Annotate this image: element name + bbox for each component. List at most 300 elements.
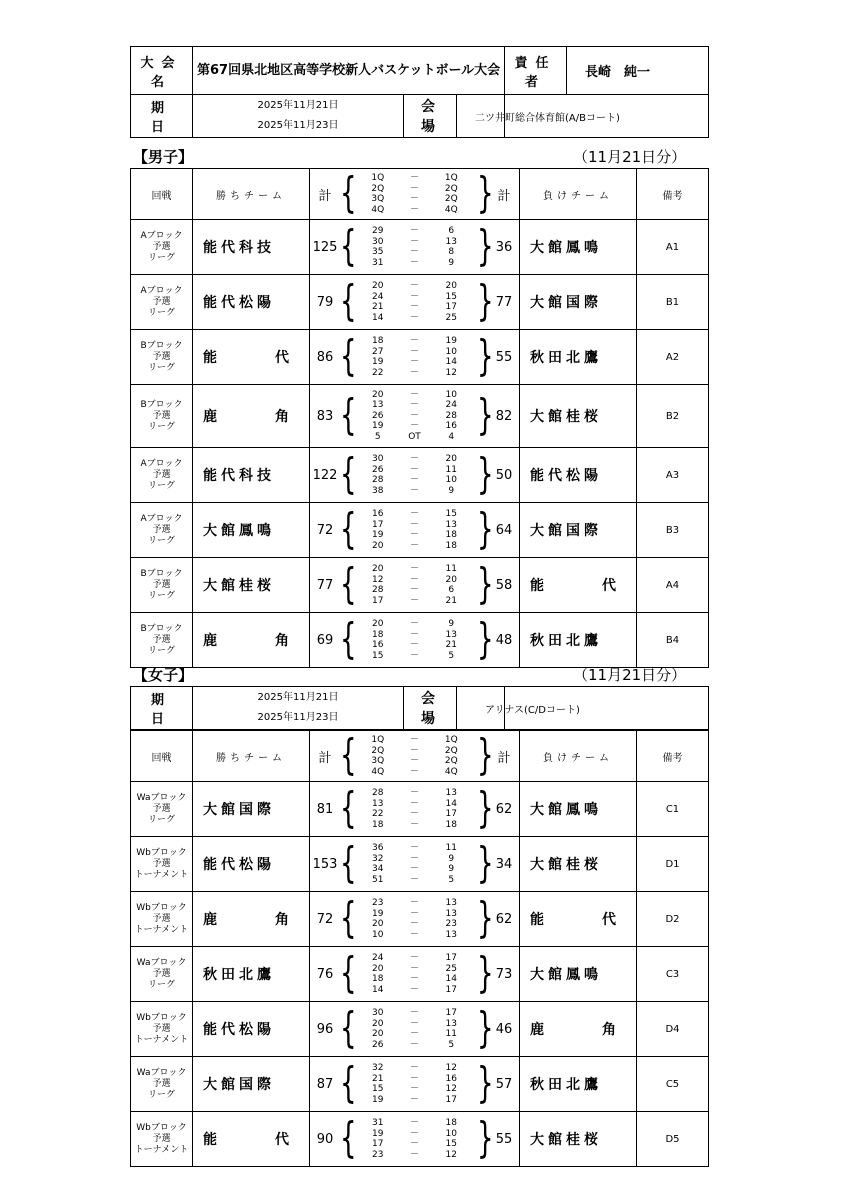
- round-line: 予選: [152, 351, 171, 362]
- quarter-right: 15: [445, 291, 457, 302]
- quarter-sep: －: [409, 1018, 419, 1029]
- round-line: リーグ: [147, 480, 175, 491]
- girls-game-quarter-row: [352, 974, 477, 985]
- boys-game-score-wrap: [310, 330, 519, 384]
- winner-team: 能代松陽: [193, 1002, 310, 1057]
- quarter-left: 18: [372, 819, 384, 830]
- quarter-left: 12: [372, 574, 384, 585]
- quarter-left: 30: [372, 454, 384, 464]
- left-brace-icon: {: [340, 895, 357, 943]
- quarter-left: 19: [372, 1094, 384, 1105]
- boys-game-score-cell: [310, 330, 520, 385]
- girls-header-score-wrap: [310, 731, 519, 781]
- girls-game-quarter-row: [352, 985, 477, 996]
- boys-game-row: [131, 220, 709, 275]
- girls-game-quarter-row: [352, 964, 477, 975]
- tournament-label: 大会名: [131, 47, 193, 95]
- quarter-sep: －: [409, 908, 419, 919]
- round-line: Waブロック: [136, 957, 187, 968]
- girls-game-quarter-list: [352, 843, 477, 885]
- quarter-sep: －: [409, 475, 419, 485]
- quarter-left: 22: [372, 367, 384, 378]
- boys-game-quarter-list: [352, 509, 477, 551]
- left-brace-icon: {: [340, 561, 357, 609]
- quarter-left: 13: [372, 400, 384, 411]
- quarter-sep: －: [409, 281, 419, 291]
- girls-game-score-wrap: [310, 892, 519, 946]
- boys-game-total-left: 83: [316, 408, 334, 424]
- round-cell: [131, 837, 193, 892]
- girls-game-quarter-row: [352, 799, 477, 810]
- quarter-sep: －: [409, 585, 419, 595]
- quarter-right: 2Q: [444, 756, 458, 766]
- quarter-left: 24: [372, 291, 384, 302]
- quarter-sep: －: [409, 540, 419, 551]
- quarter-sep: －: [409, 766, 419, 777]
- boys-game-row: [131, 503, 709, 558]
- boys-game-quarter-row: [352, 237, 477, 248]
- boys-game-total-right: 58: [495, 577, 513, 593]
- quarter-sep: －: [409, 509, 419, 519]
- quarter-left: 20: [372, 919, 384, 929]
- quarter-right: 12: [445, 1149, 457, 1160]
- quarter-sep: －: [409, 389, 419, 400]
- round-header: 回戦: [131, 169, 193, 220]
- round-line: 予選: [152, 1133, 171, 1144]
- round-line: リーグ: [147, 307, 175, 318]
- quarter-right: 11: [445, 464, 457, 475]
- girls-game-quarter-row: [352, 919, 477, 930]
- quarter-sep: －: [409, 756, 419, 766]
- quarter-left: 10: [372, 929, 384, 940]
- boys-game-quarter-row: [352, 541, 477, 552]
- boys-game-total-right: 50: [495, 467, 513, 483]
- quarter-sep: －: [409, 236, 419, 247]
- quarter-left: 1Q: [371, 173, 385, 183]
- quarter-left: 23: [372, 1149, 384, 1160]
- quarter-sep: －: [409, 204, 419, 215]
- right-brace-icon: }: [477, 840, 494, 888]
- quarter-left: 20: [372, 1029, 384, 1039]
- girls-game-quarter-row: [352, 809, 477, 820]
- quarter-left: 16: [372, 509, 384, 519]
- quarter-right: 10: [445, 1128, 457, 1139]
- girls-title: 【女子】: [133, 666, 194, 684]
- quarter-right: 2Q: [444, 745, 458, 756]
- girls-venue-name: アリナス(C/Dコート): [485, 704, 580, 716]
- round-line: 予選: [152, 858, 171, 869]
- quarter-right: 17: [445, 1094, 457, 1105]
- quarter-right: 17: [445, 984, 457, 995]
- right-brace-icon: }: [477, 561, 494, 609]
- quarter-right: 4Q: [444, 766, 458, 777]
- game-note: D2: [637, 892, 709, 947]
- girls-game-quarter-row: [352, 875, 477, 886]
- quarter-left: 26: [372, 1039, 384, 1050]
- quarter-sep: OT: [408, 431, 421, 442]
- quarter-left: 14: [372, 984, 384, 995]
- girls-game-total-left: 72: [316, 911, 334, 927]
- boys-header-quarter-row: [352, 184, 477, 195]
- quarter-right: 20: [445, 281, 457, 291]
- quarter-sep: －: [409, 312, 419, 323]
- girls-header-quarter-list: [352, 735, 477, 777]
- girls-game-score-cell: [310, 892, 520, 947]
- note-header: 備考: [637, 169, 709, 220]
- quarter-sep: －: [409, 194, 419, 204]
- quarter-left: 21: [372, 1073, 384, 1084]
- boys-game-quarter-row: [352, 281, 477, 292]
- round-line: トーナメント: [134, 869, 189, 880]
- quarter-left: 15: [372, 650, 384, 661]
- boys-game-quarter-row: [352, 432, 477, 443]
- round-line: Aブロック: [140, 513, 183, 524]
- left-brace-icon: {: [340, 785, 357, 833]
- quarter-left: 26: [372, 464, 384, 475]
- boys-game-total-left: 86: [316, 349, 334, 365]
- quarter-left: 20: [372, 619, 384, 629]
- quarter-sep: －: [409, 640, 419, 650]
- boys-game-score-cell: [310, 220, 520, 275]
- quarter-left: 21: [372, 302, 384, 312]
- quarter-sep: －: [409, 400, 419, 411]
- loser-header: 負けチーム: [520, 731, 637, 782]
- quarter-right: 5: [448, 874, 455, 885]
- round-line: Bブロック: [140, 623, 183, 634]
- quarter-right: 5: [448, 1039, 455, 1050]
- girls-game-quarter-row: [352, 1063, 477, 1074]
- loser-team: 鹿 角: [520, 1002, 637, 1057]
- quarter-sep: －: [409, 919, 419, 929]
- girls-game-score-cell: [310, 1057, 520, 1112]
- quarter-left: 38: [372, 485, 384, 496]
- round-line: 予選: [152, 469, 171, 480]
- quarter-sep: －: [409, 485, 419, 496]
- girls-game-quarter-row: [352, 1040, 477, 1051]
- quarter-right: 20: [445, 574, 457, 585]
- game-note: A1: [637, 220, 709, 275]
- boys-game-quarter-list: [352, 281, 477, 323]
- game-note: D4: [637, 1002, 709, 1057]
- quarter-sep: －: [409, 564, 419, 574]
- quarter-left: 5: [374, 431, 381, 442]
- quarter-right: 23: [445, 919, 457, 929]
- quarter-right: 13: [445, 788, 457, 798]
- quarter-left: 18: [372, 336, 384, 346]
- boys-game-score-wrap: [310, 558, 519, 612]
- quarter-right: 13: [445, 898, 457, 908]
- quarter-left: 32: [372, 1063, 384, 1073]
- boys-game-score-wrap: [310, 275, 519, 329]
- boys-game-score-cell: [310, 448, 520, 503]
- round-line: Aブロック: [140, 230, 183, 241]
- right-brace-icon: }: [477, 392, 494, 440]
- boys-game-quarter-list: [352, 336, 477, 378]
- quarter-right: 1Q: [444, 173, 458, 183]
- loser-team: 大館国際: [520, 503, 637, 558]
- girls-game-score-wrap: [310, 1057, 519, 1111]
- venue-label: 会 場: [403, 95, 457, 137]
- round-line: 予選: [152, 410, 171, 421]
- girls-game-total-right: 34: [495, 856, 513, 872]
- girls-column-header: [131, 731, 709, 782]
- boys-game-total-right: 55: [495, 349, 513, 365]
- quarter-right: 18: [445, 530, 457, 540]
- quarter-right: 9: [448, 619, 455, 629]
- game-note: B3: [637, 503, 709, 558]
- left-brace-icon: {: [340, 506, 357, 554]
- girls-header-score-cell: [310, 731, 520, 782]
- quarter-sep: －: [409, 1063, 419, 1073]
- boys-game-quarter-row: [352, 336, 477, 347]
- quarter-left: 4Q: [371, 204, 385, 215]
- round-line: トーナメント: [134, 924, 189, 935]
- quarter-left: 17: [372, 519, 384, 530]
- boys-game-quarter-row: [352, 421, 477, 432]
- girls-game-score-cell: [310, 1002, 520, 1057]
- quarter-right: 6: [448, 585, 455, 595]
- date-cell: [193, 95, 505, 138]
- girls-game-quarter-list: [352, 1118, 477, 1160]
- quarter-left: 19: [372, 530, 384, 540]
- boys-game-row: [131, 330, 709, 385]
- girls-game-quarter-row: [352, 1019, 477, 1030]
- game-note: B4: [637, 613, 709, 668]
- quarter-left: 2Q: [371, 745, 385, 756]
- girls-game-total-left: 96: [316, 1021, 334, 1037]
- right-brace-icon: }: [477, 170, 494, 218]
- quarter-left: 20: [372, 389, 384, 400]
- loser-team: 大館鳳鳴: [520, 947, 637, 1002]
- quarter-sep: －: [409, 1118, 419, 1128]
- quarter-sep: －: [409, 798, 419, 809]
- girls-game-quarter-row: [352, 1129, 477, 1140]
- quarter-sep: －: [409, 1094, 419, 1105]
- quarter-right: 10: [445, 346, 457, 357]
- boys-game-quarter-row: [352, 486, 477, 497]
- left-brace-icon: {: [340, 223, 357, 271]
- boys-header-total-right: 計: [497, 188, 511, 204]
- quarter-left: 22: [372, 809, 384, 819]
- quarter-sep: －: [409, 809, 419, 819]
- round-cell: [131, 448, 193, 503]
- girls-header-total-left: 計: [318, 750, 332, 766]
- winner-team: 能 代: [193, 330, 310, 385]
- boys-game-quarter-list: [352, 564, 477, 606]
- quarter-right: 4: [448, 431, 455, 442]
- boys-game-quarter-row: [352, 400, 477, 411]
- quarter-sep: －: [409, 367, 419, 378]
- boys-game-quarter-row: [352, 509, 477, 520]
- round-cell: [131, 947, 193, 1002]
- girls-results-table: [130, 730, 709, 1167]
- boys-game-score-wrap: [310, 613, 519, 667]
- boys-game-quarter-row: [352, 475, 477, 486]
- right-brace-icon: }: [477, 278, 494, 326]
- game-note: D5: [637, 1112, 709, 1167]
- winner-team: 能代松陽: [193, 275, 310, 330]
- quarter-sep: －: [409, 619, 419, 629]
- loser-team: 大館鳳鳴: [520, 220, 637, 275]
- quarter-right: 21: [445, 640, 457, 650]
- quarter-sep: －: [409, 1073, 419, 1084]
- boys-game-quarter-row: [352, 619, 477, 630]
- loser-team: 能 代: [520, 892, 637, 947]
- quarter-left: 32: [372, 853, 384, 864]
- boys-game-quarter-row: [352, 575, 477, 586]
- quarter-left: 4Q: [371, 766, 385, 777]
- round-cell: [131, 275, 193, 330]
- round-line: 予選: [152, 913, 171, 924]
- girls-dates: [193, 687, 403, 729]
- round-line: 予選: [152, 968, 171, 979]
- quarter-right: 14: [445, 974, 457, 984]
- quarter-left: 20: [372, 564, 384, 574]
- girls-game-score-cell: [310, 837, 520, 892]
- boys-game-total-right: 64: [495, 522, 513, 538]
- girls-game-total-right: 62: [495, 801, 513, 817]
- round-line: 予選: [152, 1078, 171, 1089]
- quarter-sep: －: [409, 302, 419, 312]
- girls-game-quarter-list: [352, 1063, 477, 1105]
- quarter-right: 9: [448, 864, 455, 874]
- round-line: 予選: [152, 634, 171, 645]
- boys-game-quarter-row: [352, 302, 477, 313]
- girls-header-total-right: 計: [497, 750, 511, 766]
- boys-game-total-right: 82: [495, 408, 513, 424]
- quarter-right: 10: [445, 389, 457, 400]
- boys-game-quarter-list: [352, 619, 477, 661]
- right-brace-icon: }: [477, 616, 494, 664]
- loser-team: 秋田北鷹: [520, 613, 637, 668]
- quarter-right: 9: [448, 257, 455, 268]
- girls-game-score-wrap: [310, 1002, 519, 1056]
- girls-game-score-wrap: [310, 782, 519, 836]
- game-note: C3: [637, 947, 709, 1002]
- quarter-right: 6: [448, 226, 455, 236]
- girls-game-total-right: 57: [495, 1076, 513, 1092]
- quarter-left: 30: [372, 236, 384, 247]
- boys-game-quarter-row: [352, 292, 477, 303]
- girls-game-quarter-row: [352, 1095, 477, 1106]
- quarter-left: 3Q: [371, 194, 385, 204]
- quarter-right: 15: [445, 509, 457, 519]
- quarter-sep: －: [409, 843, 419, 853]
- girls-game-row: [131, 1002, 709, 1057]
- quarter-left: 17: [372, 595, 384, 606]
- quarter-right: 11: [445, 564, 457, 574]
- boys-column-header: [131, 169, 709, 220]
- boys-game-score-cell: [310, 503, 520, 558]
- left-brace-icon: {: [340, 1115, 357, 1163]
- venue-name: 二ツ井町総合体育館(A/Bコート): [475, 112, 620, 124]
- quarter-sep: －: [409, 953, 419, 963]
- quarter-sep: －: [409, 1029, 419, 1039]
- girls-game-quarter-row: [352, 953, 477, 964]
- boys-game-score-cell: [310, 558, 520, 613]
- quarter-right: 17: [445, 809, 457, 819]
- boys-game-quarter-row: [352, 520, 477, 531]
- girls-game-score-cell: [310, 1112, 520, 1167]
- girls-date-end: 2025年11月23日: [257, 712, 339, 723]
- round-line: Bブロック: [140, 340, 183, 351]
- person-label: 責任者: [505, 47, 567, 95]
- girls-game-quarter-row: [352, 1074, 477, 1085]
- boys-game-total-left: 79: [316, 294, 334, 310]
- quarter-right: 16: [445, 421, 457, 432]
- quarter-right: 14: [445, 357, 457, 367]
- quarter-left: 19: [372, 1128, 384, 1139]
- quarter-right: 13: [445, 1018, 457, 1029]
- girls-game-total-right: 62: [495, 911, 513, 927]
- quarter-right: 15: [445, 1139, 457, 1149]
- loser-team: 大館桂桜: [520, 1112, 637, 1167]
- boys-game-total-right: 48: [495, 632, 513, 648]
- round-line: リーグ: [147, 362, 175, 373]
- round-line: Wbブロック: [136, 1122, 187, 1133]
- quarter-right: 4Q: [444, 204, 458, 215]
- girls-game-quarter-list: [352, 1008, 477, 1050]
- round-cell: [131, 503, 193, 558]
- boys-game-row: [131, 385, 709, 448]
- boys-game-total-left: 72: [316, 522, 334, 538]
- winner-team: 能代科技: [193, 448, 310, 503]
- girls-game-row: [131, 1112, 709, 1167]
- girls-game-quarter-row: [352, 1118, 477, 1129]
- round-cell: [131, 782, 193, 837]
- boys-title: 【男子】: [133, 148, 194, 166]
- right-brace-icon: }: [477, 950, 494, 998]
- girls-game-score-wrap: [310, 947, 519, 1001]
- girls-game-quarter-row: [352, 1008, 477, 1019]
- boys-header-total-left: 計: [318, 188, 332, 204]
- boys-game-score-wrap: [310, 220, 519, 274]
- quarter-right: 20: [445, 454, 457, 464]
- boys-game-quarter-row: [352, 564, 477, 575]
- boys-game-total-left: 122: [312, 467, 338, 483]
- round-line: 予選: [152, 296, 171, 307]
- boys-header-quarter-row: [352, 205, 477, 216]
- loser-team: 秋田北鷹: [520, 330, 637, 385]
- quarter-right: 18: [445, 1118, 457, 1128]
- winner-team: 大館鳳鳴: [193, 503, 310, 558]
- quarter-right: 17: [445, 953, 457, 963]
- quarter-right: 10: [445, 475, 457, 485]
- round-line: リーグ: [147, 1089, 175, 1100]
- quarter-right: 13: [445, 236, 457, 247]
- date-start: 2025年11月21日: [257, 100, 339, 111]
- left-brace-icon: {: [340, 616, 357, 664]
- loser-team: 能代松陽: [520, 448, 637, 503]
- right-brace-icon: }: [477, 1060, 494, 1108]
- quarter-right: 25: [445, 312, 457, 323]
- left-brace-icon: {: [340, 170, 357, 218]
- game-note: D1: [637, 837, 709, 892]
- round-line: Bブロック: [140, 568, 183, 579]
- quarter-sep: －: [409, 226, 419, 236]
- loser-team: 秋田北鷹: [520, 1057, 637, 1112]
- boys-game-row: [131, 275, 709, 330]
- quarter-left: 31: [372, 257, 384, 268]
- quarter-right: 11: [445, 1029, 457, 1039]
- quarter-right: 21: [445, 595, 457, 606]
- boys-game-score-wrap: [310, 385, 519, 447]
- quarter-sep: －: [409, 464, 419, 475]
- boys-game-quarter-row: [352, 313, 477, 324]
- quarter-sep: －: [409, 745, 419, 756]
- round-line: リーグ: [147, 814, 175, 825]
- round-line: 予選: [152, 803, 171, 814]
